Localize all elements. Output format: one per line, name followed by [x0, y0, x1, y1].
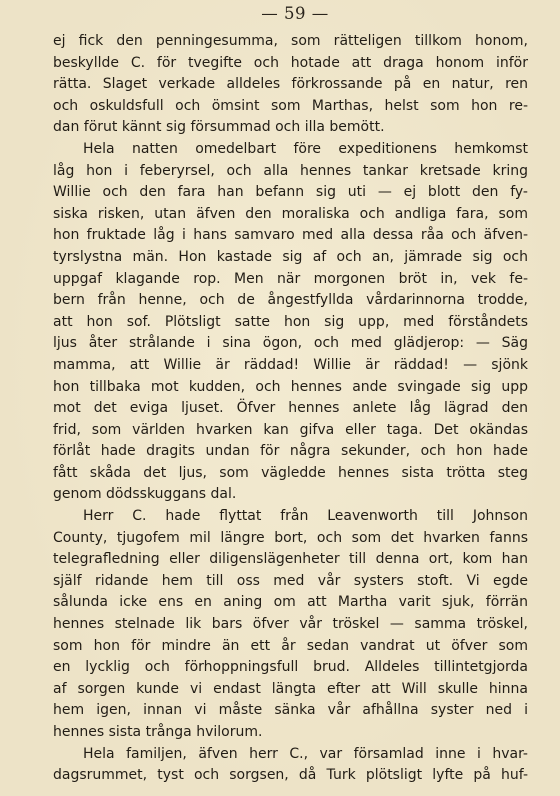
- text-line: som hon för mindre än ett år sedan vandrat ut öfver som: [53, 637, 528, 654]
- text-line: rätta. Slaget verkade alldeles förkrossande på en natur, ren: [53, 76, 528, 93]
- text-line: Hela familjen, äfven herr C., var församlad inne i hvar-: [83, 745, 528, 762]
- text-line: fått skåda det ljus, som vägledde hennes sista trötta steg: [53, 464, 528, 481]
- text-line: dagsrummet, tyst och sorgsen, då Turk plötsligt lyfte på huf-: [53, 767, 528, 784]
- text-line: låg hon i feberyrsel, och alla hennes tankar kretsade kring: [53, 162, 528, 179]
- text-line: hennes sista trånga hvilorum.: [53, 724, 263, 740]
- text-line: frid, som världen hvarken kan gifva eller taga. Det okändas: [53, 421, 528, 438]
- text-line: Willie och den fara han befann sig uti — ej blott den fy-: [53, 184, 528, 201]
- text-line: en lycklig och förhoppningsfull brud. Alldeles tillintetgjorda: [53, 659, 528, 676]
- page-number: — 59 —: [261, 4, 329, 23]
- text-line: County, tjugofem mil längre bort, och som det hvarken fanns: [53, 529, 528, 546]
- text-line: hon fruktade låg i hans samvaro med alla dessa råa och äfven-: [53, 227, 528, 244]
- text-line: siska risken, utan äfven den moraliska och andliga fara, som: [53, 205, 528, 222]
- text-line: bern från henne, och de ångestfyllda vårdarinnorna trodde,: [53, 292, 528, 309]
- text-line: telegrafledning eller diligenslägenheter till denna ort, kom han: [53, 551, 528, 568]
- text-line: själf ridande hem till oss med vår systers stoft. Vi egde: [53, 572, 528, 589]
- body-text: [53, 31, 528, 787]
- text-line: Herr C. hade flyttat från Leavenworth till Johnson: [83, 508, 528, 525]
- text-line: genom dödsskuggans dal.: [53, 486, 237, 503]
- text-line: Hela natten omedelbart före expeditionens hemkomst: [83, 140, 528, 157]
- text-line: hem igen, innan vi måste sänka vår afhållna syster ned i: [53, 702, 528, 719]
- text-line: sålunda icke ens en aning om att Martha varit sjuk, förrän: [53, 594, 528, 611]
- text-line: att hon sof. Plötsligt satte hon sig upp, med förståndets: [53, 313, 528, 330]
- text-line: hennes stelnade lik bars öfver vår tröskel — samma tröskel,: [53, 616, 528, 633]
- text-line: ljus åter strålande i sina ögon, och med glädjerop: — Säg: [53, 335, 528, 352]
- text-line: förlåt hade dragits undan för några sekunder, och hon hade: [53, 443, 528, 460]
- text-line: ej fick den penningesumma, som rätteligen tillkom honom,: [53, 33, 528, 49]
- text-line: mot det eviga ljuset. Öfver hennes anlete låg lägrad den: [53, 400, 528, 417]
- text-line: beskyllde C. för tvegifte och hotade att draga honom inför: [53, 54, 528, 71]
- text-line: uppgaf klagande rop. Men när morgonen bröt in, vek fe-: [53, 270, 528, 287]
- text-line: mamma, att Willie är räddad! Willie är räddad! — sjönk: [53, 356, 528, 373]
- text-line: dan förut kännt sig försummad och illa bemött.: [53, 119, 385, 136]
- text-line: hon tillbaka mot kudden, och hennes ande svingade sig upp: [53, 378, 528, 395]
- text-line: tyrslystna män. Hon kastade sig af och an, jämrade sig och: [53, 248, 528, 265]
- text-line: af sorgen kunde vi endast längta efter att Will skulle hinna: [53, 680, 528, 697]
- text-line: och oskuldsfull och ömsint som Marthas, helst som hon re-: [53, 97, 528, 114]
